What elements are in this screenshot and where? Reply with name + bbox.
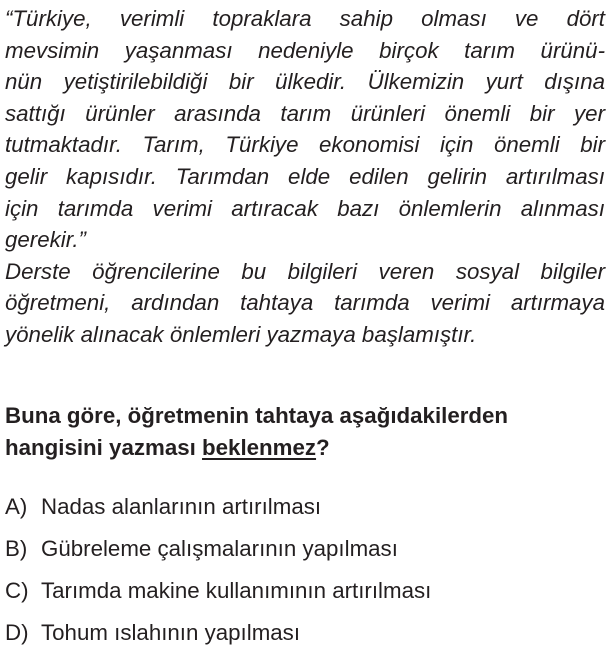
option-letter: B): [5, 536, 28, 561]
option-text: Tohum ıslahının yapılması: [41, 620, 301, 645]
option-text: Gübreleme çalışmalarının yapılması: [41, 536, 398, 561]
passage-text: [5, 3, 605, 351]
passage-line: yönelik alınacak önlemleri yazmaya başlamıştır.: [5, 321, 477, 347]
option-letter: D): [5, 620, 29, 645]
option-c[interactable]: [5, 575, 605, 617]
prompt-suffix: ?: [316, 435, 330, 460]
passage-line: sattığı ürünler arasında tarım ürünleri önemli bir yer: [5, 100, 605, 126]
option-b[interactable]: [5, 533, 605, 575]
passage-line: için tarımda verimi artıracak bazı önlemlerin alınması: [5, 195, 605, 221]
passage-line: gerekir.”: [5, 227, 86, 253]
passage-line: “Türkiye, verimli topraklara sahip olması ve dört: [5, 6, 605, 31]
answer-options: [5, 491, 605, 659]
prompt-prefix: hangisini yazması: [5, 435, 203, 460]
passage-line: mevsimin yaşanması nedeniyle birçok tarım ürünü-: [5, 37, 605, 63]
option-text: Nadas alanlarının artırılması: [41, 494, 322, 519]
option-d[interactable]: [5, 617, 605, 659]
question-passage: [5, 3, 605, 351]
prompt-line-1: Buna göre, öğretmenin tahtaya aşağıdakilerden: [5, 403, 509, 428]
passage-line: Derste öğrencilerine bu bilgileri veren sosyal bilgiler: [5, 258, 605, 284]
option-text: Tarımda makine kullanımının artırılması: [41, 578, 432, 603]
prompt-emphasis: beklenmez: [202, 435, 317, 460]
prompt-line-2: [5, 432, 605, 464]
option-letter: C): [5, 578, 29, 603]
passage-line: nün yetiştirilebildiği bir ülkedir. Ülkemizin yurt dışına: [5, 69, 605, 95]
option-a[interactable]: [5, 491, 605, 533]
passage-line: tutmaktadır. Tarım, Türkiye ekonomisi için önemli bir: [5, 132, 605, 158]
passage-line: gelir kapısıdır. Tarımdan elde edilen gelirin artırılması: [5, 163, 605, 189]
passage-line: öğretmeni, ardından tahtaya tarımda verimi artırmaya: [5, 290, 605, 316]
option-letter: A): [5, 494, 28, 519]
question-prompt: [5, 400, 605, 464]
